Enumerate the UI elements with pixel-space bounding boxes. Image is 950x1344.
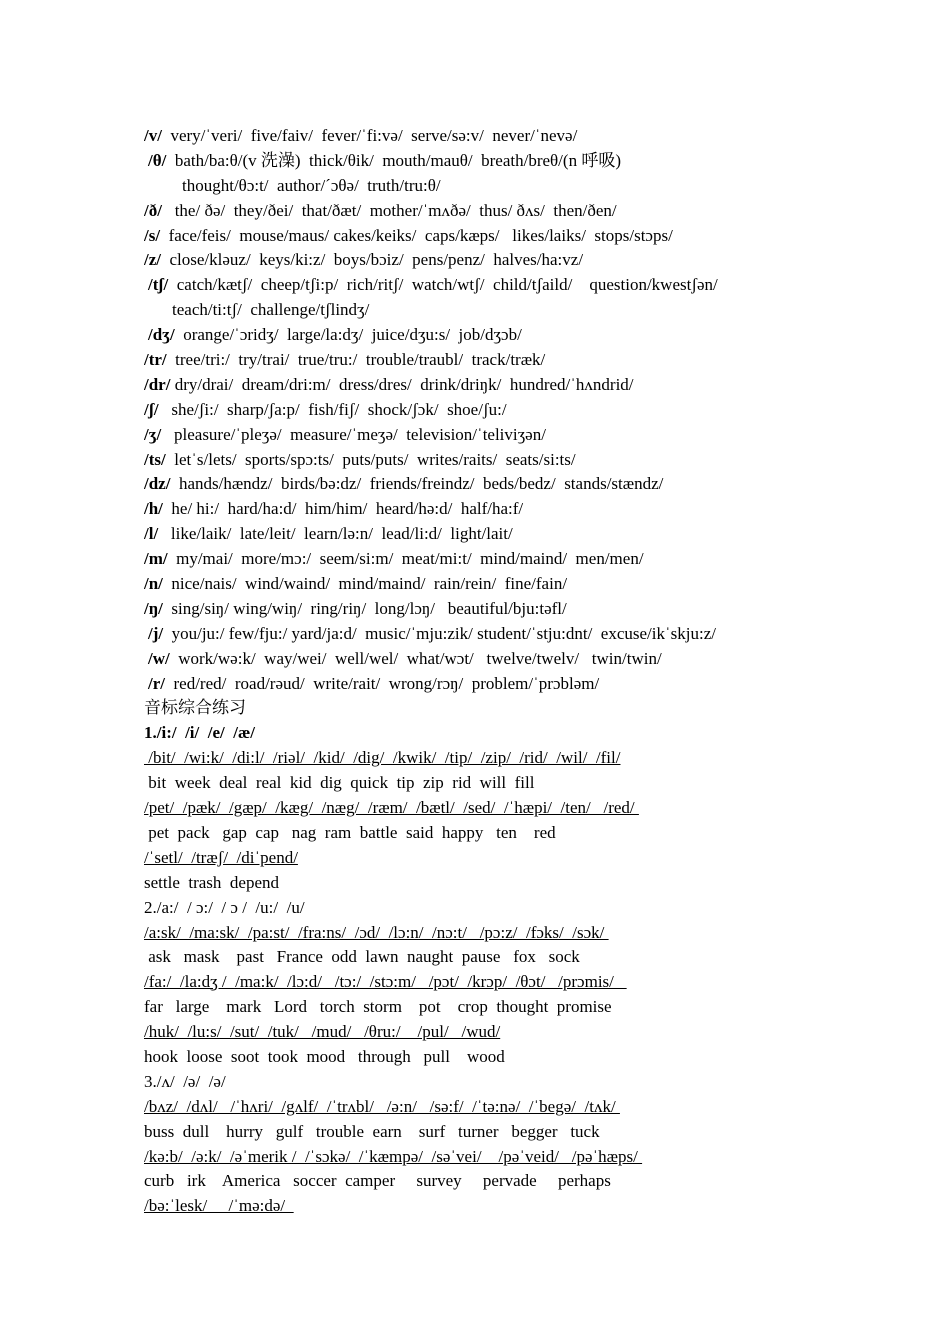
- word-row: buss dull hurry gulf trouble earn surf turner begger tuck: [144, 1121, 600, 1141]
- example-words: nice/nais/ wind/waind/ mind/maind/ rain/rein/ fine/fain/: [162, 574, 568, 594]
- example-words: my/mai/ more/mɔ:/ seem/si:m/ meat/mi:t/ mind/maind/ men/men/: [167, 549, 644, 569]
- exercise-line: [144, 871, 844, 896]
- phonetic-symbol: /tʃ/: [148, 275, 169, 295]
- consonant-line: [144, 497, 844, 522]
- example-words: work/wə:k/ way/wei/ well/wel/ what/wɔt/ twelve/twelv/ twin/twin/: [169, 648, 662, 668]
- word-row: far large mark Lord torch storm pot crop thought promise: [144, 997, 612, 1017]
- word-row: curb irk America soccer camper survey pervade perhaps: [144, 1171, 611, 1191]
- exercise-line: [144, 1194, 844, 1219]
- consonant-section: [144, 124, 844, 696]
- exercise-line: [144, 970, 844, 995]
- phonetic-symbol: /tr/: [144, 350, 167, 370]
- phonetic-symbol: /m/: [144, 549, 168, 569]
- exercise-line: [144, 746, 844, 771]
- exercise-line: [144, 1045, 844, 1070]
- phonetic-symbol: /ʒ/: [144, 424, 162, 444]
- section-title: 音标综合练习: [144, 698, 246, 718]
- consonant-line: [144, 174, 844, 199]
- exercise-line: [144, 796, 844, 821]
- consonant-line: [144, 199, 844, 224]
- consonant-line: [144, 124, 844, 149]
- word-row: 2./a:/ / ɔ:/ / ɔ / /u:/ /u/: [144, 897, 305, 917]
- exercise-line: [144, 896, 844, 921]
- exercise-line: [144, 1020, 844, 1045]
- example-words: letˈs/lets/ sports/spɔ:ts/ puts/puts/ writes/raits/ seats/si:ts/: [165, 449, 576, 469]
- phonetic-symbol: /j/: [148, 623, 164, 643]
- exercise-heading: 1./i:/ /i/ /e/ /æ/: [144, 723, 255, 743]
- example-words: catch/kætʃ/ cheep/tʃi:p/ rich/ritʃ/ watch/wtʃ/ child/tʃaild/ question/kwestʃən/: [168, 275, 718, 295]
- exercise-line: [144, 1095, 844, 1120]
- example-words: teach/ti:tʃ/ challenge/tʃlindʒ/: [172, 300, 370, 320]
- exercise-line: [144, 1145, 844, 1170]
- phonetic-symbol: /θ/: [148, 150, 167, 170]
- transcription-row: /ˈsetl/ /træʃ/ /diˈpend/: [144, 847, 298, 867]
- consonant-line: [144, 597, 844, 622]
- phonetic-symbol: /dr/: [144, 374, 171, 394]
- phonetic-symbol: /l/: [144, 524, 159, 544]
- example-words: pleasure/ˈpleʒə/ measure/ˈmeʒə/ television/ˈteliviʒən/: [161, 424, 546, 444]
- consonant-line: [144, 248, 844, 273]
- example-words: sing/siŋ/ wing/wiŋ/ ring/riŋ/ long/lɔŋ/ beautiful/bju:təfl/: [162, 598, 567, 618]
- transcription-row: /pet/ /pæk/ /gæp/ /kæg/ /næg/ /ræm/ /bætl/ /sed/ /ˈhæpi/ /ten/ /red/: [144, 798, 639, 818]
- exercise-line: [144, 771, 844, 796]
- example-words: bath/ba:θ/(v 洗澡) thick/θik/ mouth/mauθ/ breath/breθ/(n 呼吸): [166, 150, 621, 170]
- word-row: 3./ʌ/ /ə/ /ə/: [144, 1071, 226, 1091]
- exercise-line: [144, 1120, 844, 1145]
- consonant-line: [144, 672, 844, 697]
- word-row: pet pack gap cap nag ram battle said happy ten red: [144, 822, 556, 842]
- exercise-section: [144, 721, 844, 1219]
- example-words: orange/ˈɔridʒ/ large/la:dʒ/ juice/dʒu:s/ job/dʒɔb/: [174, 325, 522, 345]
- transcription-row: /fa:/ /la:dʒ / /ma:k/ /lɔ:d/ /tɔ:/ /stɔ:m/ /pɔt/ /krɔp/ /θɔt/ /prɔmis/: [144, 972, 627, 992]
- phonetic-symbol: /r/: [148, 673, 165, 693]
- transcription-row: /a:sk/ /ma:sk/ /pa:st/ /fra:ns/ /ɔd/ /lɔ:n/ /nɔ:t/ /pɔ:z/ /fɔks/ /sɔk/: [144, 922, 609, 942]
- example-words: hands/hændz/ birds/bə:dz/ friends/freindz/ beds/bedz/ stands/stændz/: [170, 474, 664, 494]
- example-words: like/laik/ late/leit/ learn/lə:n/ lead/li:d/ light/lait/: [158, 524, 513, 544]
- consonant-line: [144, 647, 844, 672]
- consonant-line: [144, 149, 844, 174]
- phonetic-symbol: /dz/: [144, 474, 171, 494]
- consonant-line: [144, 348, 844, 373]
- exercise-line: [144, 846, 844, 871]
- example-words: she/ʃi:/ sharp/ʃa:p/ fish/fiʃ/ shock/ʃɔk/ shoe/ʃu:/: [158, 399, 507, 419]
- exercise-line: [144, 821, 844, 846]
- consonant-line: [144, 398, 844, 423]
- consonant-line: [144, 522, 844, 547]
- example-words: dry/drai/ dream/dri:m/ dress/dres/ drink/driŋk/ hundred/ˈhʌndrid/: [170, 374, 634, 394]
- word-row: bit week deal real kid dig quick tip zip rid will fill: [144, 773, 535, 793]
- phonetic-symbol: /ŋ/: [144, 598, 163, 618]
- consonant-line: [144, 472, 844, 497]
- consonant-line: [144, 572, 844, 597]
- exercise-line: [144, 1169, 844, 1194]
- exercise-line: [144, 921, 844, 946]
- example-words: close/kləuz/ keys/ki:z/ boys/bɔiz/ pens/penz/ halves/ha:vz/: [161, 250, 584, 270]
- consonant-line: [144, 323, 844, 348]
- example-words: he/ hi:/ hard/ha:d/ him/him/ heard/hə:d/ half/ha:f/: [162, 499, 524, 519]
- example-words: the/ ðə/ they/ðei/ that/ðæt/ mother/ˈmʌðə/ thus/ ðʌs/ then/ðen/: [161, 200, 617, 220]
- exercise-line: [144, 945, 844, 970]
- word-row: settle trash depend: [144, 872, 280, 892]
- consonant-line: [144, 273, 844, 298]
- example-words: face/feis/ mouse/maus/ cakes/keiks/ caps/kæps/ likes/laiks/ stops/stɔps/: [160, 225, 673, 245]
- phonetic-symbol: /s/: [144, 225, 161, 245]
- phonetic-symbol: /ʃ/: [144, 399, 159, 419]
- consonant-line: [144, 373, 844, 398]
- exercise-line: [144, 1070, 844, 1095]
- transcription-row: /bʌz/ /dʌl/ /ˈhʌri/ /gʌlf/ /ˈtrʌbl/ /ə:n/ /sə:f/ /ˈtə:nə/ /ˈbegə/ /tʌk/: [144, 1096, 620, 1116]
- phonetic-symbol: /v/: [144, 126, 162, 145]
- word-row: hook loose soot took mood through pull wood: [144, 1046, 505, 1066]
- phonetic-symbol: /h/: [144, 499, 163, 519]
- consonant-line: [144, 448, 844, 473]
- transcription-row: /kə:b/ /ə:k/ /əˈmerik / /ˈsɔkə/ /ˈkæmpə/ /səˈvei/ /pəˈveid/ /pəˈhæps/: [144, 1146, 643, 1166]
- document-body: [144, 124, 844, 1219]
- example-words: very/ˈveri/ five/faiv/ fever/ˈfi:və/ serve/sə:v/ never/ˈnevə/: [161, 126, 578, 145]
- consonant-line: [144, 298, 844, 323]
- example-words: tree/tri:/ try/trai/ true/tru:/ trouble/traubl/ track/træk/: [166, 350, 546, 370]
- example-words: thought/θɔ:t/ author/ˊɔθə/ truth/tru:θ/: [182, 175, 441, 195]
- phonetic-symbol: /z/: [144, 250, 161, 270]
- transcription-row: /bə:ˈlesk/ /ˈmə:də/: [144, 1196, 294, 1216]
- exercise-line: [144, 995, 844, 1020]
- word-row: ask mask past France odd lawn naught pause fox sock: [144, 947, 580, 967]
- phonetic-symbol: /w/: [148, 648, 170, 668]
- phonetic-symbol: /n/: [144, 574, 163, 594]
- consonant-line: [144, 423, 844, 448]
- phonetic-symbol: /ts/: [144, 449, 166, 469]
- consonant-line: [144, 224, 844, 249]
- transcription-row: /bit/ /wi:k/ /di:l/ /riəl/ /kid/ /dig/ /kwik/ /tip/ /zip/ /rid/ /wil/ /fil/: [144, 748, 621, 768]
- phonetic-symbol: /dʒ/: [148, 325, 175, 345]
- transcription-row: /huk/ /lu:s/ /sut/ /tuk/ /mud/ /θru:/ /pul/ /wud/: [144, 1022, 501, 1042]
- example-words: red/red/ road/rəud/ write/rait/ wrong/rɔŋ/ problem/ˈprɔbləm/: [165, 673, 600, 693]
- phonetic-symbol: /ð/: [144, 200, 162, 220]
- exercise-line: [144, 721, 844, 746]
- example-words: you/ju:/ few/fju:/ yard/ja:d/ music/ˈmju:zik/ student/ˈstju:dnt/ excuse/ikˈskju:z/: [163, 623, 716, 643]
- consonant-line: [144, 547, 844, 572]
- consonant-line: [144, 622, 844, 647]
